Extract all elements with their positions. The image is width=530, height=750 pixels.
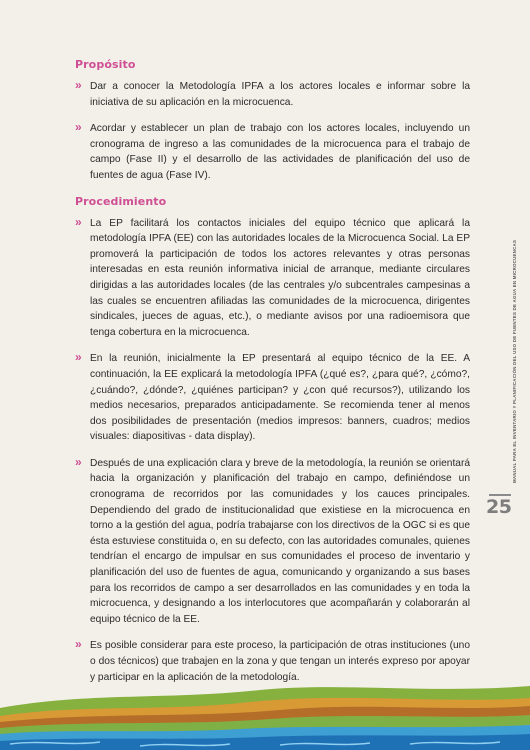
footer-landscape-illustration	[0, 678, 530, 750]
item-text: Acordar y establecer un plan de trabajo con los actores locales, incluyendo un cronograma de ingreso a las comunidades de la microcuenca para el trabajo de campo (Fase II) y el desarrollo de las actividades de planificación del uso de fuentes de agua (Fase IV).	[90, 123, 470, 181]
list-item	[75, 456, 470, 628]
bullet-icon: »	[75, 454, 82, 469]
list-item	[75, 121, 470, 183]
bullet-icon: »	[75, 637, 82, 652]
list-item	[75, 79, 470, 110]
item-text: Es posible considerar para este proceso, la participación de otras instituciones (uno o dos técnicos) que trabajen en la zona y que tengan un interés expreso por apoyar y participar en la aplicación de la metodología.	[90, 640, 470, 683]
page-content	[75, 58, 470, 696]
bullet-icon: »	[75, 78, 82, 92]
item-text: Dar a conocer la Metodología IPFA a los actores locales e informar sobre la iniciativa de su aplicación en la microcuenca.	[90, 81, 470, 108]
list-item	[75, 216, 470, 341]
sidebar-manual-title: MANUAL PARA EL INVENTARIO Y PLANIFICACIÓN DEL USO DE FUENTES DE AGUA EN MICROCUENCAS	[512, 239, 517, 483]
section-title-procedimiento: Procedimiento	[75, 194, 167, 208]
page-number: 25	[486, 496, 512, 518]
bullet-icon: »	[75, 120, 82, 135]
item-text: En la reunión, inicialmente la EP presentará al equipo técnico de la EE. A continuación, la EE explicará la metodología IPFA (¿qué es?, ¿para qué?, ¿cómo?, ¿cuándo?, ¿dónde?, ¿quiénes participan? y ¿con qué recursos?), utilizando los medios necesarios, preparados anticipadamente. Se recomienda tener al menos dos posibilidades de presentación (medios impresos: banners, cuadros; medios visuales: diapositivas - data display).	[90, 353, 470, 443]
list-item	[75, 351, 470, 445]
item-text: Después de una explicación clara y breve de la metodología, la reunión se orientará hacia la organización y planificación del trabajo en campo, definiéndose un cronograma de recorridos por las comunidades y los cauces principales. Dependiendo del grado de institucionalidad que existiese en la microcuenca en torno a la gestión del agua, podría trabajarse con los directivos de la OGC si es que ésta estuviese constituida o, en su defecto, con las autoridades comunales, quienes tendrían el encargo de impulsar en sus comunidades el proceso de inventario y planificación del uso de fuentes de agua, comunicando y organizando a sus bases para los recorridos de campo a ser desarrollados en las comunidades y en toda la microcuenca, y designando a los interlocutores que acompañarán y colaborarán al equipo técnico de la EE.	[90, 457, 470, 625]
bullet-icon: »	[75, 214, 82, 229]
item-text: La EP facilitará los contactos iniciales del equipo técnico que aplicará la metodología IPFA (EE) con las autoridades locales de la Microcuenca Social. La EP promoverá la participación de todos los actores relevantes y otras personas interesadas en esta reunión informativa inicial de arranque, mediante circulares dirigidas a las autoridades locales (de las centrales y/o subcentrales campesinas a las cuales se encuentren afiliadas las comunidades de la microcuenca, dirigentes sindicales, jueces de aguas, etc.), o mediante avisos por una radioemisora que tenga cobertura en la microcuenca.	[90, 217, 470, 338]
section-title-proposito: Propósito	[75, 58, 136, 71]
section-procedimiento	[75, 195, 470, 686]
bullet-icon: »	[75, 350, 82, 365]
section-proposito	[75, 58, 470, 184]
